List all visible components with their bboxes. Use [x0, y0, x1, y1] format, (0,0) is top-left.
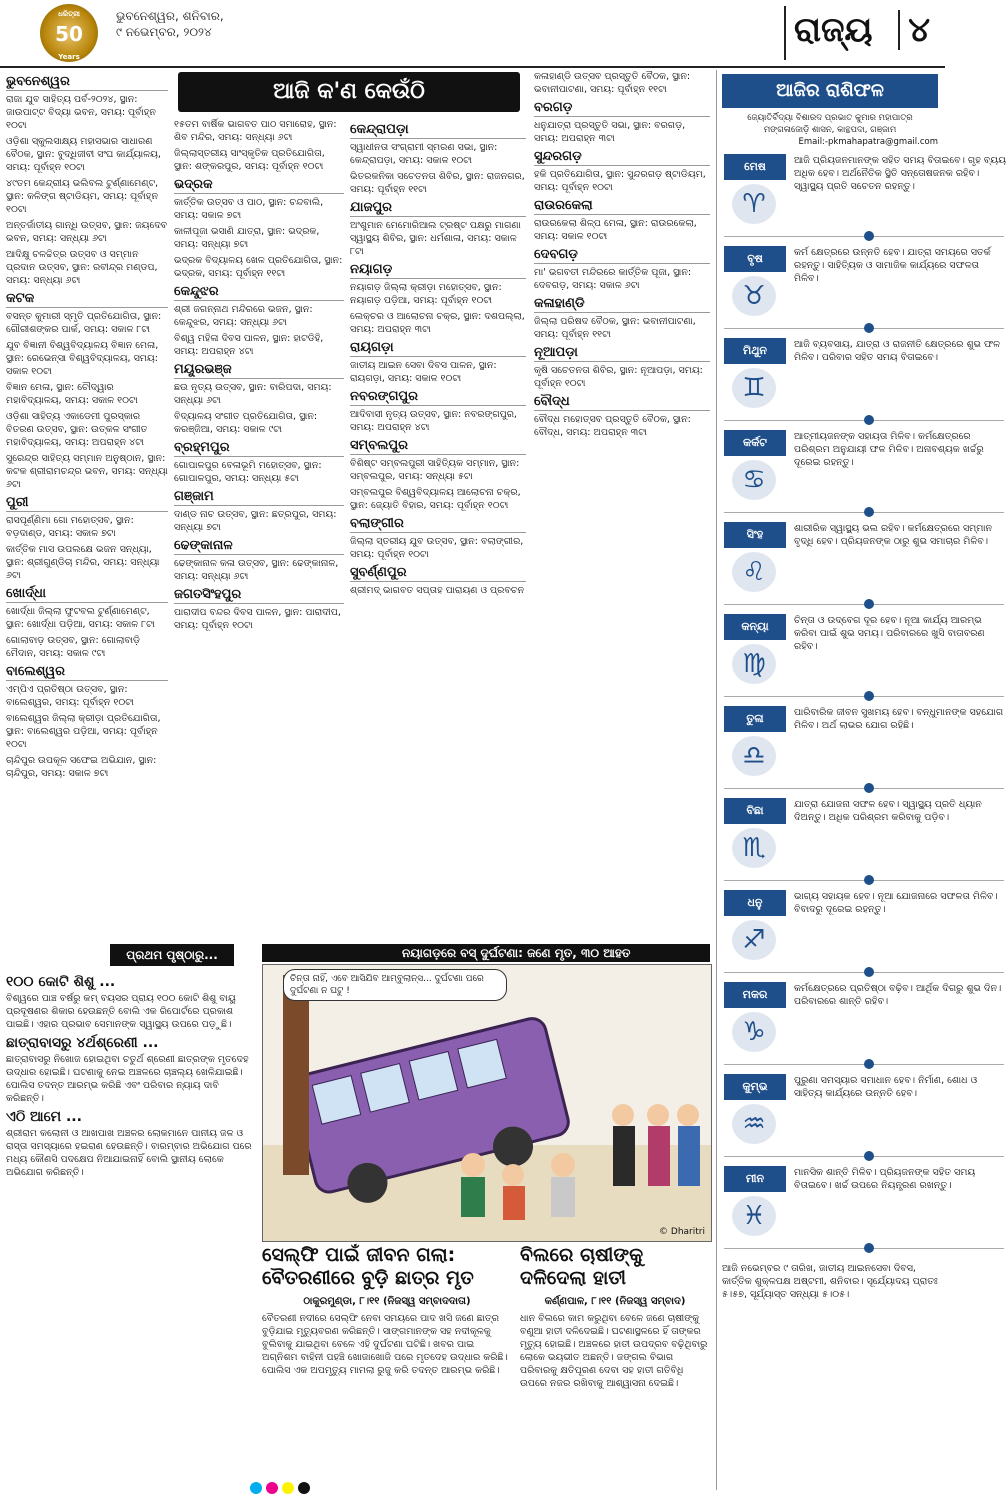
- zodiac-prediction: ଆତ୍ମୀୟଜନଙ୍କ ସହାୟତା ମିଳିବ। କର୍ମକ୍ଷେତ୍ରରେ ପରିଶ୍ରମ ଅନୁଯାୟୀ ଫଳ ମିଳିବ। ଅନାବଶ୍ୟକ ଖର୍ଚ୍ଚରୁ ଦୂରେଇ ରହନ୍ତୁ।: [794, 431, 984, 468]
- zodiac-divider-dot: [864, 1243, 874, 1253]
- zodiac-divider-dot: [864, 1151, 874, 1161]
- event-item: ଦାଣ୍ଡ ନାଚ ଉତ୍ସବ, ସ୍ଥାନ: ଛତ୍ରପୁର, ସମୟ: ସନ୍ଧ୍ୟା ୭ଟା: [174, 509, 337, 533]
- from-front-page-banner: ପ୍ରଥମ ପୃଷ୍ଠାରୁ...: [110, 944, 234, 966]
- event-item: ଚାନ୍ଦିପୁର ଉପକୂଳ ସଫେଇ ଅଭିଯାନ, ସ୍ଥାନ: ଚାନ୍ଦିପୁର, ସମୟ: ସକାଳ ୭ଟା: [6, 755, 157, 779]
- rashifal-banner: ଆଜିର ରାଶିଫଳ: [722, 74, 938, 108]
- date-line-1: ଭୁବନେଶ୍ୱର, ଶନିବାର,: [116, 9, 224, 23]
- event-item: ୪୯ତମ କେନ୍ଦ୍ରୀୟ ଭଲିବଲ ଟୁର୍ଣ୍ଣାମେଣ୍ଟ, ସ୍ଥାନ: କଳିଙ୍ଗ ଷ୍ଟାଡିୟମ, ସମୟ: ପୂର୍ବାହ୍ନ ୧୦ଟା: [6, 178, 159, 215]
- district-heading: କେନ୍ଦ୍ରାପଡ଼ା: [350, 122, 526, 139]
- events-column-3: [350, 118, 526, 940]
- zodiac-divider-dot: [864, 323, 874, 333]
- district-heading: ମୟୂରଭଞ୍ଜ: [174, 362, 344, 379]
- logo-number: 50: [55, 22, 83, 46]
- event-item: ଓଡ଼ିଶା ସାହିତ୍ୟ ଏକାଡେମୀ ପୁରସ୍କାର ବିତରଣ ଉତ୍ସବ, ସ୍ଥାନ: ଉତ୍କଳ ସଂଗୀତ ମହାବିଦ୍ୟାଳୟ, ସମୟ: ଅପରାହ୍ନ ୪ଟା: [6, 411, 148, 448]
- registration-mark: [266, 1482, 278, 1494]
- district-heading: କଳାହାଣ୍ଡି: [534, 296, 710, 313]
- front-page-continuations: [6, 970, 256, 1490]
- event-item: ରାଜା ଯୁବ ସାହିତ୍ୟ ପର୍ବ-୨୦୨୪, ସ୍ଥାନ: ଜାଉପାଟ୍ଟ ବିଦ୍ୟା ଭବନ, ସମୟ: ପୂର୍ବାହ୍ନ ୧୦ଟା: [6, 94, 156, 131]
- district-heading: ଢେଙ୍କାନାଳ: [174, 538, 344, 555]
- event-item: ଭିତରକନିକା ସଚେତନତା ଶିବିର, ସ୍ଥାନ: ରାଜନଗର, ସମୟ: ପୂର୍ବାହ୍ନ ୧୧ଟା: [350, 171, 525, 195]
- district-heading: ଦେବଗଡ଼: [534, 247, 710, 264]
- zodiac-symbol-icon: ♑: [732, 1012, 776, 1052]
- event-item: ବୌଦ୍ଧ ମହୋତ୍ସବ ପ୍ରସ୍ତୁତି ବୈଠକ, ସ୍ଥାନ: ବୌଦ୍ଧ, ସମୟ: ଅପରାହ୍ନ ୩ଟା: [534, 414, 691, 438]
- district-heading: ରାଉରକେଲା: [534, 198, 710, 215]
- zodiac-sign-label: କର୍କଟ: [724, 430, 786, 456]
- logo-name: ଧରିତ୍ରୀ: [58, 10, 80, 18]
- district-heading: ବରଗଡ଼: [534, 100, 710, 117]
- zodiac-divider-dot: [864, 783, 874, 793]
- events-column-4: [534, 70, 710, 940]
- event-item: ଖୋର୍ଦ୍ଧା ଜିଲ୍ଲା ଫୁଟବଲ ଟୁର୍ଣ୍ଣାମେଣ୍ଟ, ସ୍ଥାନ: ଖୋର୍ଦ୍ଧା ପଡ଼ିଆ, ସମୟ: ସକାଳ ୮ଟା: [6, 606, 155, 630]
- zodiac-prediction: ଯାତ୍ରା ଯୋଜନା ସଫଳ ହେବ। ସ୍ୱାସ୍ଥ୍ୟ ପ୍ରତି ଧ୍ୟାନ ଦିଅନ୍ତୁ। ଅଧିକ ପରିଶ୍ରମ କରିବାକୁ ପଡ଼ିବ।: [794, 799, 982, 823]
- event-item: ଗୋପାଳପୁର ବେଳାଭୂମି ମହୋତ୍ସବ, ସ୍ଥାନ: ଗୋପାଳପୁର, ସମୟ: ସନ୍ଧ୍ୟା ୫ଟା: [174, 460, 322, 484]
- zodiac-symbol-icon: ♈: [732, 184, 776, 224]
- event-item: ନୟାଗଡ଼ ଜିଲ୍ଲା କ୍ରୀଡ଼ା ମହୋତ୍ସବ, ସ୍ଥାନ: ନୟାଗଡ଼ ପଡ଼ିଆ, ସମୟ: ପୂର୍ବାହ୍ନ ୧୦ଟା: [350, 282, 502, 306]
- event-item: ବସନ୍ତ କୁମାରୀ ସ୍ମୃତି ପ୍ରତିଯୋଗିତା, ସ୍ଥାନ: ଗୌରୀଶଙ୍କର ପାର୍କ, ସମୟ: ସକାଳ ୮ଟା: [6, 311, 162, 335]
- astrologer-credit: [722, 112, 938, 148]
- zodiac-sign-label: ତୁଳା: [724, 706, 786, 732]
- district-heading: କେନ୍ଦୁଝର: [174, 284, 344, 301]
- zodiac-divider-dot: [864, 415, 874, 425]
- zodiac-list: [716, 150, 1006, 1260]
- district-heading: ବାଲେଶ୍ୱର: [6, 664, 168, 681]
- zodiac-symbol-icon: ♓: [732, 1196, 776, 1236]
- district-heading: ବ୍ରହ୍ମପୁର: [174, 440, 344, 457]
- masthead: [0, 0, 945, 68]
- logo-years: Years: [58, 53, 80, 61]
- zodiac-symbol-icon: ♋: [732, 460, 776, 500]
- dharitri-50-years-logo: [40, 4, 98, 62]
- selfie-body: ବୈତରଣୀ ନଦୀରେ ସେଲ୍ଫି ନେବା ସମୟରେ ପାଦ ଖସି ଜଣେ ଛାତ୍ର ବୁଡ଼ିଯାଇ ମୃତ୍ୟୁବରଣ କରିଛନ୍ତି। ସାଙ୍ଗମାନଙ୍କ ସହ ନଦୀକୂଳକୁ ବୁଲିବାକୁ ଯାଇଥିବା ବେଳେ ଏହି ଦୁର୍ଘଟଣା ଘଟିଛି। ଖବର ପାଇ ଅଗ୍ନିଶମ ବାହିନୀ ପହଞ୍ଚି ଖୋଜାଖୋଜି ପରେ ମୃତଦେହ ଉଦ୍ଧାର କରିଛି। ପୋଲିସ ଏକ ଅପମୃତ୍ୟୁ ମାମଲା ରୁଜୁ କରି ତଦନ୍ତ ଆରମ୍ଭ କରିଛି।: [262, 1313, 508, 1376]
- event-item: ବିଦ୍ୟାଳୟ ସଂଗୀତ ପ୍ରତିଯୋଗିତା, ସ୍ଥାନ: କରଞ୍ଜିଆ, ସମୟ: ସକାଳ ୯ଟା: [174, 411, 318, 435]
- event-item: ପାରାଦୀପ ବନ୍ଦର ଦିବସ ପାଳନ, ସ୍ଥାନ: ପାରାଦୀପ, ସମୟ: ପୂର୍ବାହ୍ନ ୧୦ଟା: [174, 607, 341, 631]
- event-item: ଗୋଲାବାଡ଼ ଉତ୍ସବ, ସ୍ଥାନ: ଗୋଲାବାଡ଼ି ମୈଦାନ, ସମୟ: ସକାଳ ୯ଟା: [6, 635, 141, 659]
- district-heading: ଭୁବନେଶ୍ୱର: [6, 74, 168, 91]
- events-banner: ଆଜି କ'ଣ କେଉଁଠି: [178, 72, 520, 112]
- event-item: ଭଦ୍ରକ ବିଦ୍ୟାଳୟ ଖେଳ ପ୍ରତିଯୋଗିତା, ସ୍ଥାନ: ଭଦ୍ରକ, ସମୟ: ପୂର୍ବାହ୍ନ ୧୧ଟା: [174, 255, 343, 279]
- district-heading: ଖୋର୍ଦ୍ଧା: [6, 586, 168, 603]
- zodiac-symbol-icon: ♍: [732, 644, 776, 684]
- section-tag: [784, 6, 936, 60]
- event-item: କୃଷି ସଚେତନତା ଶିବିର, ସ୍ଥାନ: ନୂଆପଡ଼ା, ସମୟ: ପୂର୍ବାହ୍ନ ୧୦ଟା: [534, 365, 703, 389]
- zodiac-sign-label: ମୀନ: [724, 1166, 786, 1192]
- zodiac-symbol-icon: ♉: [732, 276, 776, 316]
- district-heading: ଭଦ୍ରକ: [174, 177, 344, 194]
- elephant-dateline: କର୍ଣ୍ଣପାଳ, ୮।୧୧ (ନିଜସ୍ୱ ସମ୍ବାଦ): [544, 1296, 686, 1307]
- zodiac-sign-label: ବୃଷ: [724, 246, 786, 272]
- selfie-dateline: ଠାକୁରମୁଣ୍ଡା, ୮।୧୧ (ନିଜସ୍ୱ ସମ୍ବାଦଦାତା): [303, 1296, 471, 1307]
- zodiac-symbol-icon: ♏: [732, 828, 776, 868]
- event-item: ସ୍ୱାଧୀନତା ସଂଗ୍ରାମୀ ସ୍ମରଣ ସଭା, ସ୍ଥାନ: କେନ୍ଦ୍ରାପଡ଼ା, ସମୟ: ସକାଳ ୧୦ଟା: [350, 142, 498, 166]
- event-item: ଆଦିବାସୀ ନୃତ୍ୟ ଉତ୍ସବ, ସ୍ଥାନ: ନବରଙ୍ଗପୁର, ସମୟ: ଅପରାହ୍ନ ୪ଟା: [350, 409, 517, 433]
- district-heading: ସମ୍ବଲପୁର: [350, 438, 526, 455]
- district-heading: ବଲାଙ୍ଗୀର: [350, 516, 526, 533]
- event-item: ଶ୍ରୀମଦ୍ ଭାଗବତ ସପ୍ତାହ ପାରାୟଣ ଓ ପ୍ରବଚନ: [350, 585, 525, 596]
- zodiac-divider-dot: [864, 231, 874, 241]
- event-item: କାର୍ତ୍ତିକ ମାସ ଉପଲକ୍ଷେ ଭଜନ ସନ୍ଧ୍ୟା, ସ୍ଥାନ: ଶ୍ରୀଗୁଣ୍ଡିଚା ମନ୍ଦିର, ସମୟ: ସନ୍ଧ୍ୟା ୬ଟା: [6, 544, 160, 581]
- astrologer-name: ଜ୍ୟୋତିର୍ବିଦ୍ୟା ବିଶାରଦ ପ୍ରଭାତ କୁମାର ମହାପାତ୍ର: [747, 113, 913, 123]
- event-item: ବିଶ୍ୱ ମହିଳା ଦିବସ ପାଳନ, ସ୍ଥାନ: ହାଟଡିହି, ସମୟ: ଅପରାହ୍ନ ୪ଟା: [174, 333, 324, 357]
- registration-mark: [298, 1482, 310, 1494]
- event-item: ୧୫ତମ ବାର୍ଷିକ ଭାଗବତ ପାଠ ସମାରୋହ, ସ୍ଥାନ: ଶିବ ମନ୍ଦିର, ସମୟ: ସନ୍ଧ୍ୟା ୬ଟା: [174, 119, 337, 143]
- elephant-body: ଧାନ ବିଲରେ କାମ କରୁଥିବା ବେଳେ ଜଣେ ଚାଷୀଙ୍କୁ ବଣୁଆ ହାତୀ ଦଳିଦେଇଛି। ଘଟଣାସ୍ଥଳରେ ହିଁ ତାଙ୍କର ମୃତ୍ୟୁ ହୋଇଛି। ଅଞ୍ଚଳରେ ହାତୀ ଉପଦ୍ରବ ବଢ଼ିଥିବାରୁ ଲୋକେ ଭୟଭୀତ ଅଛନ୍ତି। ଜଙ୍ଗଲ ବିଭାଗ ପରିବାରକୁ କ୍ଷତିପୂରଣ ଦେବା ସହ ହାତୀ ଗତିବିଧି ଉପରେ ନଜର ରଖିବାକୁ ଆଶ୍ୱାସନା ଦେଇଛି।: [520, 1313, 708, 1389]
- cartoon-credit: © Dharitri: [659, 1227, 705, 1237]
- cartoon-illustration: [263, 965, 711, 1241]
- district-heading: ରାୟଗଡ଼ା: [350, 340, 526, 357]
- event-item: ସମ୍ବଲପୁର ବିଶ୍ୱବିଦ୍ୟାଳୟ ଆଲୋଚନା ଚକ୍ର, ସ୍ଥାନ: ଜ୍ୟୋତି ବିହାର, ସମୟ: ପୂର୍ବାହ୍ନ ୧୦ଟା: [350, 487, 521, 511]
- district-heading: ନୂଆପଡ଼ା: [534, 345, 710, 362]
- continued-story-title: ଛାତ୍ରାବାସରୁ ୪ର୍ଥଶ୍ରେଣୀ ...: [6, 1035, 159, 1051]
- event-item: ଧନୁଯାତ୍ରା ପ୍ରସ୍ତୁତି ସଭା, ସ୍ଥାନ: ବରଗଡ଼, ସମୟ: ଅପରାହ୍ନ ୩ଟା: [534, 120, 686, 144]
- zodiac-symbol-icon: ♎: [732, 736, 776, 776]
- event-item: ରାସପୂର୍ଣ୍ଣିମା ଗୋ ମହୋତ୍ସବ, ସ୍ଥାନ: ବଡ଼ଦାଣ୍ଡ, ସମୟ: ସକାଳ ୭ଟା: [6, 515, 134, 539]
- zodiac-symbol-icon: ♌: [732, 552, 776, 592]
- events-column-1: [6, 70, 168, 940]
- event-item: ହକି ପ୍ରତିଯୋଗିତା, ସ୍ଥାନ: ସୁନ୍ଦରଗଡ଼ ଷ୍ଟାଡିୟମ, ସମୟ: ପୂର୍ବାହ୍ନ ୧୦ଟା: [534, 169, 706, 193]
- astrologer-address: ମଙ୍ଗଳାଜୋଡ଼ି ଶାସନ, କାନ୍ଥପଦା, ଗଞ୍ଜାମ: [763, 125, 897, 135]
- event-item: ଛଉ ନୃତ୍ୟ ଉତ୍ସବ, ସ୍ଥାନ: ବାରିପଦା, ସମୟ: ସନ୍ଧ୍ୟା ୬ଟା: [174, 382, 332, 406]
- event-item: ଓଡ଼ିଶା ସ୍କୁଲସାକ୍ଷ୍ୟ ମହାସଭାର ସାଧାରଣ ବୈଠକ, ସ୍ଥାନ: ବୁଦ୍ଧିଜୀବୀ ସଂଘ କାର୍ଯ୍ୟାଳୟ, ସମୟ: ପୂର୍ବାହ୍ନ ୧୦ଟା: [6, 136, 161, 173]
- zodiac-sign-label: କନ୍ୟା: [724, 614, 786, 640]
- event-item: ଅଂଶୁମାନ ମେମୋରିଆଲ ଟ୍ରଷ୍ଟ ପକ୍ଷରୁ ମାଗଣା ସ୍ୱାସ୍ଥ୍ୟ ଶିବିର, ସ୍ଥାନ: ଧର୍ମଶାଳା, ସମୟ: ସକାଳ ୮ଟା: [350, 220, 521, 257]
- event-item: ରାଉରକେଲା ଶିଳ୍ପ ମେଳା, ସ୍ଥାନ: ରାଉରକେଲା, ସମୟ: ସକାଳ ୧୦ଟା: [534, 218, 697, 242]
- event-item: କାଳୀପୂଜା ଭସାଣି ଯାତ୍ରା, ସ୍ଥାନ: ଭଦ୍ରକ, ସମୟ: ସନ୍ଧ୍ୟା ୭ଟା: [174, 226, 320, 250]
- district-heading: ସୁନ୍ଦରଗଡ଼: [534, 149, 710, 166]
- district-heading: ଯାଜପୁର: [350, 200, 526, 217]
- zodiac-divider-dot: [864, 875, 874, 885]
- district-heading: ନୟାଗଡ଼: [350, 262, 526, 279]
- event-item: କାର୍ତ୍ତିକ ଉତ୍ସବ ଓ ପାଠ, ସ୍ଥାନ: ଚନ୍ଦବାଲି, ସମୟ: ସକାଳ ୭ଟା: [174, 197, 324, 221]
- zodiac-prediction: ପାରିବାରିକ ଜୀବନ ସୁଖମୟ ହେବ। ବନ୍ଧୁମାନଙ୍କ ସହଯୋଗ ମିଳିବ। ଅର୍ଥ ଲାଭର ଯୋଗ ରହିଛି।: [794, 707, 1004, 731]
- event-item: ବିଜ୍ଞାନ ମେଳା, ସ୍ଥାନ: ଚୌଦ୍ୱାର ମହାବିଦ୍ୟାଳୟ, ସମୟ: ସକାଳ ୧୦ଟା: [6, 382, 138, 406]
- zodiac-prediction: ଭାଗ୍ୟ ସହାୟକ ହେବ। ନୂଆ ଯୋଜନାରେ ସଫଳତା ମିଳିବ। ବିବାଦରୁ ଦୂରେଇ ରହନ୍ତୁ।: [794, 891, 998, 915]
- zodiac-prediction: ଶାରୀରିକ ସ୍ୱାସ୍ଥ୍ୟ ଭଲ ରହିବ। କର୍ମକ୍ଷେତ୍ରରେ ସମ୍ମାନ ବୃଦ୍ଧି ହେବ। ପ୍ରିୟଜନଙ୍କ ଠାରୁ ଶୁଭ ସମାଚାର ମିଳିବ।: [794, 523, 993, 547]
- page-number: ୪: [898, 10, 930, 50]
- zodiac-sign-label: ଧନୁ: [724, 890, 786, 916]
- zodiac-prediction: ପୁରୁଣା ସମସ୍ୟାର ସମାଧାନ ହେବ। ନିର୍ମାଣ, ଶୋଧ ଓ ସାହିତ୍ୟ କାର୍ଯ୍ୟରେ ଉନ୍ନତି ହେବ।: [794, 1075, 978, 1099]
- zodiac-symbol-icon: ♊: [732, 368, 776, 408]
- event-item: ଜିଲ୍ଲା ସ୍ତରୀୟ ଯୁବ ଉତ୍ସବ, ସ୍ଥାନ: ବଲାଙ୍ଗୀର, ସମୟ: ପୂର୍ବାହ୍ନ ୧୦ଟା: [350, 536, 524, 560]
- district-heading: ସୁବର୍ଣ୍ଣପୁର: [350, 565, 526, 582]
- zodiac-sign-label: ସିଂହ: [724, 522, 786, 548]
- continued-story-title: ୧୦୦ କୋଟି ଶିଶୁ ...: [6, 974, 116, 990]
- district-heading: ବୌଦ୍ଧ: [534, 394, 710, 411]
- continued-story-body: ଶ୍ରୀରାମ କଲୋନୀ ଓ ଆଖପାଖ ଅଞ୍ଚଳର ଲୋକମାନେ ପାନୀୟ ଜଳ ଓ ରାସ୍ତା ସମସ୍ୟାରେ ହଇରାଣ ହେଉଛନ୍ତି। ବାରମ୍ବାର ଅଭିଯୋଗ ପରେ ମଧ୍ୟ କୌଣସି ପଦକ୍ଷେପ ନିଆଯାଇନାହିଁ ବୋଲି ସ୍ଥାନୀୟ ଲୋକେ ଅଭିଯୋଗ କରିଛନ୍ତି।: [6, 1128, 252, 1178]
- dateline: [116, 8, 224, 40]
- district-heading: ଜଗତସିଂହପୁର: [174, 587, 344, 604]
- zodiac-prediction: କର୍ମକ୍ଷେତ୍ରରେ ପ୍ରତିଷ୍ଠା ବଢ଼ିବ। ଆର୍ଥିକ ଦିଗରୁ ଶୁଭ ଦିନ। ପରିବାରରେ ଶାନ୍ତି ରହିବ।: [794, 983, 1002, 1007]
- event-item: ବାଲେଶ୍ୱର ଜିଲ୍ଲା କ୍ରୀଡ଼ା ପ୍ରତିଯୋଗିତା, ସ୍ଥାନ: ବାଲେଶ୍ୱର ପଡ଼ିଆ, ସମୟ: ପୂର୍ବାହ୍ନ ୧୦ଟା: [6, 713, 161, 750]
- district-heading: କଟକ: [6, 291, 168, 308]
- event-item: ଲେକ୍ଚର ଓ ଆଲୋଚନା ଚକ୍ର, ସ୍ଥାନ: ଦଶପଲ୍ଲା, ସମୟ: ଅପରାହ୍ନ ୩ଟା: [350, 311, 525, 335]
- registration-mark: [282, 1482, 294, 1494]
- panchanga: ଆଜି ନଭେମ୍ବର ୯ ତାରିଖ, ଜାତୀୟ ଆଇନସେବା ଦିବସ, କାର୍ତ୍ତିକ ଶୁକ୍ଳପକ୍ଷ ଅଷ୍ଟମୀ, ଶନିବାର। ସୂର୍ଯ୍ୟୋଦୟ ପ୍ରାତଃ ୫।୫୭, ସୂର୍ଯ୍ୟାସ୍ତ ସନ୍ଧ୍ୟା ୫।୦୫।: [722, 1263, 938, 1300]
- event-item: ଏମ୍‌ପିଏ ପ୍ରତିଷ୍ଠା ଉତ୍ସବ, ସ୍ଥାନ: ବାଲେଶ୍ୱର, ସମୟ: ପୂର୍ବାହ୍ନ ୧୦ଟା: [6, 684, 134, 708]
- events-column-2: [174, 118, 344, 940]
- zodiac-divider-dot: [864, 967, 874, 977]
- zodiac-sign-label: ମିଥୁନ: [724, 338, 786, 364]
- event-item: କଳାହାଣ୍ଡି ଉତ୍ସବ ପ୍ରସ୍ତୁତି ବୈଠକ, ସ୍ଥାନ: ଭବାନୀପାଟଣା, ସମୟ: ପୂର୍ବାହ୍ନ ୧୧ଟା: [534, 71, 691, 95]
- zodiac-divider-dot: [864, 1059, 874, 1069]
- zodiac-symbol-icon: ♐: [732, 920, 776, 960]
- event-item: ମା' ଭଗବତୀ ମନ୍ଦିରରେ କାର୍ତ୍ତିକ ପୂଜା, ସ୍ଥାନ: ଦେବଗଡ଼, ସମୟ: ସକାଳ ୬ଟା: [534, 267, 692, 291]
- event-item: ଆଦିକ୍ଷୁ ଚଳଚ୍ଚିତ୍ର ଉତ୍ସବ ଓ ସମ୍ମାନ ପ୍ରଦାନ ଉତ୍ସବ, ସ୍ଥାନ: ରବୀନ୍ଦ୍ର ମଣ୍ଡପ, ସମୟ: ସନ୍ଧ୍ୟା ୬ଟା: [6, 249, 158, 286]
- zodiac-prediction: ମାନସିକ ଶାନ୍ତି ମିଳିବ। ପ୍ରିୟଜନଙ୍କ ସହିତ ସମୟ ବିତାଇବେ। ଖର୍ଚ୍ଚ ଉପରେ ନିୟନ୍ତ୍ରଣ ରଖନ୍ତୁ।: [794, 1167, 976, 1191]
- district-heading: ନବରଙ୍ଗପୁର: [350, 389, 526, 406]
- event-item: ଶ୍ରୀ ଜଗନ୍ନାଥ ମନ୍ଦିରରେ ଭଜନ, ସ୍ଥାନ: କେନ୍ଦୁଝର, ସମୟ: ସନ୍ଧ୍ୟା ୬ଟା: [174, 304, 313, 328]
- event-item: ଅନ୍ତର୍ଜାତୀୟ ଗାନ୍ଧି ଉତ୍ସବ, ସ୍ଥାନ: ଜୟଦେବ ଭବନ, ସମୟ: ସନ୍ଧ୍ୟା ୬ଟା: [6, 220, 168, 244]
- event-item: ଜିଲ୍ଲା ପରିଷଦ ବୈଠକ, ସ୍ଥାନ: ଭବାନୀପାଟଣା, ସମୟ: ପୂର୍ବାହ୍ନ ୧୧ଟା: [534, 316, 696, 340]
- district-heading: ପୁରୀ: [6, 495, 168, 512]
- zodiac-prediction: କର୍ମ କ୍ଷେତ୍ରରେ ଉନ୍ନତି ହେବ। ଯାତ୍ରା ସମୟରେ ସତର୍କ ରହନ୍ତୁ। ସାହିତ୍ୟିକ ଓ ସାମାଜିକ କାର୍ଯ୍ୟରେ ସଫଳତା ମିଳିବ।: [794, 247, 991, 284]
- zodiac-sign-label: ମେଷ: [724, 154, 786, 180]
- event-item: ସୁରେନ୍ଦ୍ର ସାହିତ୍ୟ ସମ୍ମାନ ଅନୁଷ୍ଠାନ, ସ୍ଥାନ: କଟକ ଶ୍ରୀରାମଚନ୍ଦ୍ର ଭବନ, ସମୟ: ସନ୍ଧ୍ୟା ୬ଟା: [6, 453, 168, 490]
- event-item: ଜିଲ୍ଲାସ୍ତରୀୟ ସାଂସ୍କୃତିକ ପ୍ରତିଯୋଗିତା, ସ୍ଥାନ: ଶଙ୍କରପୁର, ସମୟ: ପୂର୍ବାହ୍ନ ୧୦ଟା: [174, 148, 325, 172]
- elephant-headline: ବିଲରେ ଚାଷୀଙ୍କୁ ଦଳିଦେଲା ହାତୀ: [520, 1244, 644, 1289]
- zodiac-divider-dot: [864, 507, 874, 517]
- zodiac-symbol-icon: ♒: [732, 1104, 776, 1144]
- selfie-headline: ସେଲ୍ଫି ପାଇଁ ଜୀବନ ଗଲା: ବୈତରଣୀରେ ବୁଡ଼ି ଛାତ୍ର ମୃତ: [262, 1244, 474, 1289]
- continued-story-body: ବିଶ୍ୱରେ ପାଞ୍ଚ ବର୍ଷରୁ କମ୍ ବୟସର ପ୍ରାୟ ୧୦୦ କୋଟି ଶିଶୁ ବାୟୁ ପ୍ରଦୂଷଣର ଶିକାର ହେଉଛନ୍ତି ବୋଲି ଏକ ରିପୋର୍ଟରେ ପ୍ରକାଶ ପାଇଛି। ଏହାର ପ୍ରଭାବ ସେମାନଙ୍କ ସ୍ୱାସ୍ଥ୍ୟ ଉପରେ ପଡ଼ୁଛି।: [6, 993, 236, 1030]
- continued-story-title: ଏଠି ଆମେ ...: [6, 1109, 82, 1125]
- zodiac-sign-label: କୁମ୍ଭ: [724, 1074, 786, 1100]
- continued-story-body: ଛାତ୍ରାବାସରୁ ନିଖୋଜ ହୋଇଥିବା ଚତୁର୍ଥ ଶ୍ରେଣୀ ଛାତ୍ରଙ୍କ ମୃତଦେହ ଉଦ୍ଧାର ହୋଇଛି। ଘଟଣାକୁ ନେଇ ଅଞ୍ଚଳରେ ଚାଞ୍ଚଲ୍ୟ ଖେଳିଯାଇଛି। ପୋଲିସ ତଦନ୍ତ ଆରମ୍ଭ କରିଛି ଏବଂ ପରିବାର ନ୍ୟାୟ ଦାବି କରିଛନ୍ତି।: [6, 1054, 249, 1104]
- zodiac-prediction: ଆଜି ପ୍ରିୟଜନମାନଙ୍କ ସହିତ ସମୟ ବିତାଇବେ। ଗୃହ ବ୍ୟୟ ଅଧିକ ହେବ। ଅର୍ଥନୈତିକ ସ୍ଥିତି ସନ୍ତୋଷଜନକ ରହିବ। ସ୍ୱାସ୍ଥ୍ୟ ପ୍ରତି ସଚେତନ ରହନ୍ତୁ।: [794, 155, 1006, 192]
- zodiac-divider-dot: [864, 599, 874, 609]
- section-name: ରାଜ୍ୟ: [794, 10, 873, 50]
- event-item: ଜାତୀୟ ଆଇନ ସେବା ଦିବସ ପାଳନ, ସ୍ଥାନ: ରାୟଗଡ଼ା, ସମୟ: ସକାଳ ୧୦ଟା: [350, 360, 497, 384]
- bus-accident-headline: ନୟାଗଡ଼ରେ ବସ୍ ଦୁର୍ଘଟଣା: ଜଣେ ମୃତ, ୩୦ ଆହତ: [262, 944, 710, 962]
- registration-mark: [250, 1482, 262, 1494]
- zodiac-prediction: ଆଜି ବ୍ୟବସାୟ, ଯାତ୍ରା ଓ ରାଜନୀତି କ୍ଷେତ୍ରରେ ଶୁଭ ଫଳ ମିଳିବ। ପରିବାର ସହିତ ସମୟ ବିତାଇବେ।: [794, 339, 1001, 363]
- event-item: ଯୁବ ବିଜ୍ଞାନୀ ବିଶ୍ୱବିଦ୍ୟାଳୟ ବିଜ୍ଞାନ ମେଳା, ସ୍ଥାନ: ରେଭେନ୍ସା ବିଶ୍ୱବିଦ୍ୟାଳୟ, ସମୟ: ସକାଳ ୧୦ଟା: [6, 340, 159, 377]
- zodiac-sign-label: ବିଛା: [724, 798, 786, 824]
- astrologer-email: Email:-pkmahapatra@gmail.com: [798, 137, 938, 147]
- zodiac-sign-label: ମକର: [724, 982, 786, 1008]
- zodiac-prediction: ଚିନ୍ତା ଓ ଉଦ୍‌ବେଗ ଦୂର ହେବ। ନୂଆ କାର୍ଯ୍ୟ ଆରମ୍ଭ କରିବା ପାଇଁ ଶୁଭ ସମୟ। ପରିବାରରେ ଖୁସି ବାତାବରଣ ରହିବ।: [794, 615, 985, 652]
- district-heading: ଗଞ୍ଜାମ: [174, 489, 344, 506]
- event-item: ଢେଙ୍କାନାଳ କଳା ଉତ୍ସବ, ସ୍ଥାନ: ଢେଙ୍କାନାଳ, ସମୟ: ସନ୍ଧ୍ୟା ୬ଟା: [174, 558, 339, 582]
- editorial-cartoon: [262, 964, 712, 1242]
- event-item: ବିଶିଷ୍ଟ ସମ୍ବଲପୁରୀ ସାହିତ୍ୟିକ ସମ୍ମାନ, ସ୍ଥାନ: ସମ୍ବଲପୁର, ସମୟ: ସନ୍ଧ୍ୟା ୫ଟା: [350, 458, 520, 482]
- cartoon-speech-bubble: ଚିନ୍ତା ନାହିଁ, ଏବେ ଆସିଯିବ ଆମ୍ବୁଲାନ୍ସ... ଦୁର୍ଘଟଣା ପରେ ଦୁର୍ଘଟଣା ନ ଘଟୁ !: [283, 969, 507, 1001]
- date-line-2: ୯ ନଭେମ୍ବର, ୨୦୨୪: [116, 25, 212, 39]
- zodiac-divider-dot: [864, 691, 874, 701]
